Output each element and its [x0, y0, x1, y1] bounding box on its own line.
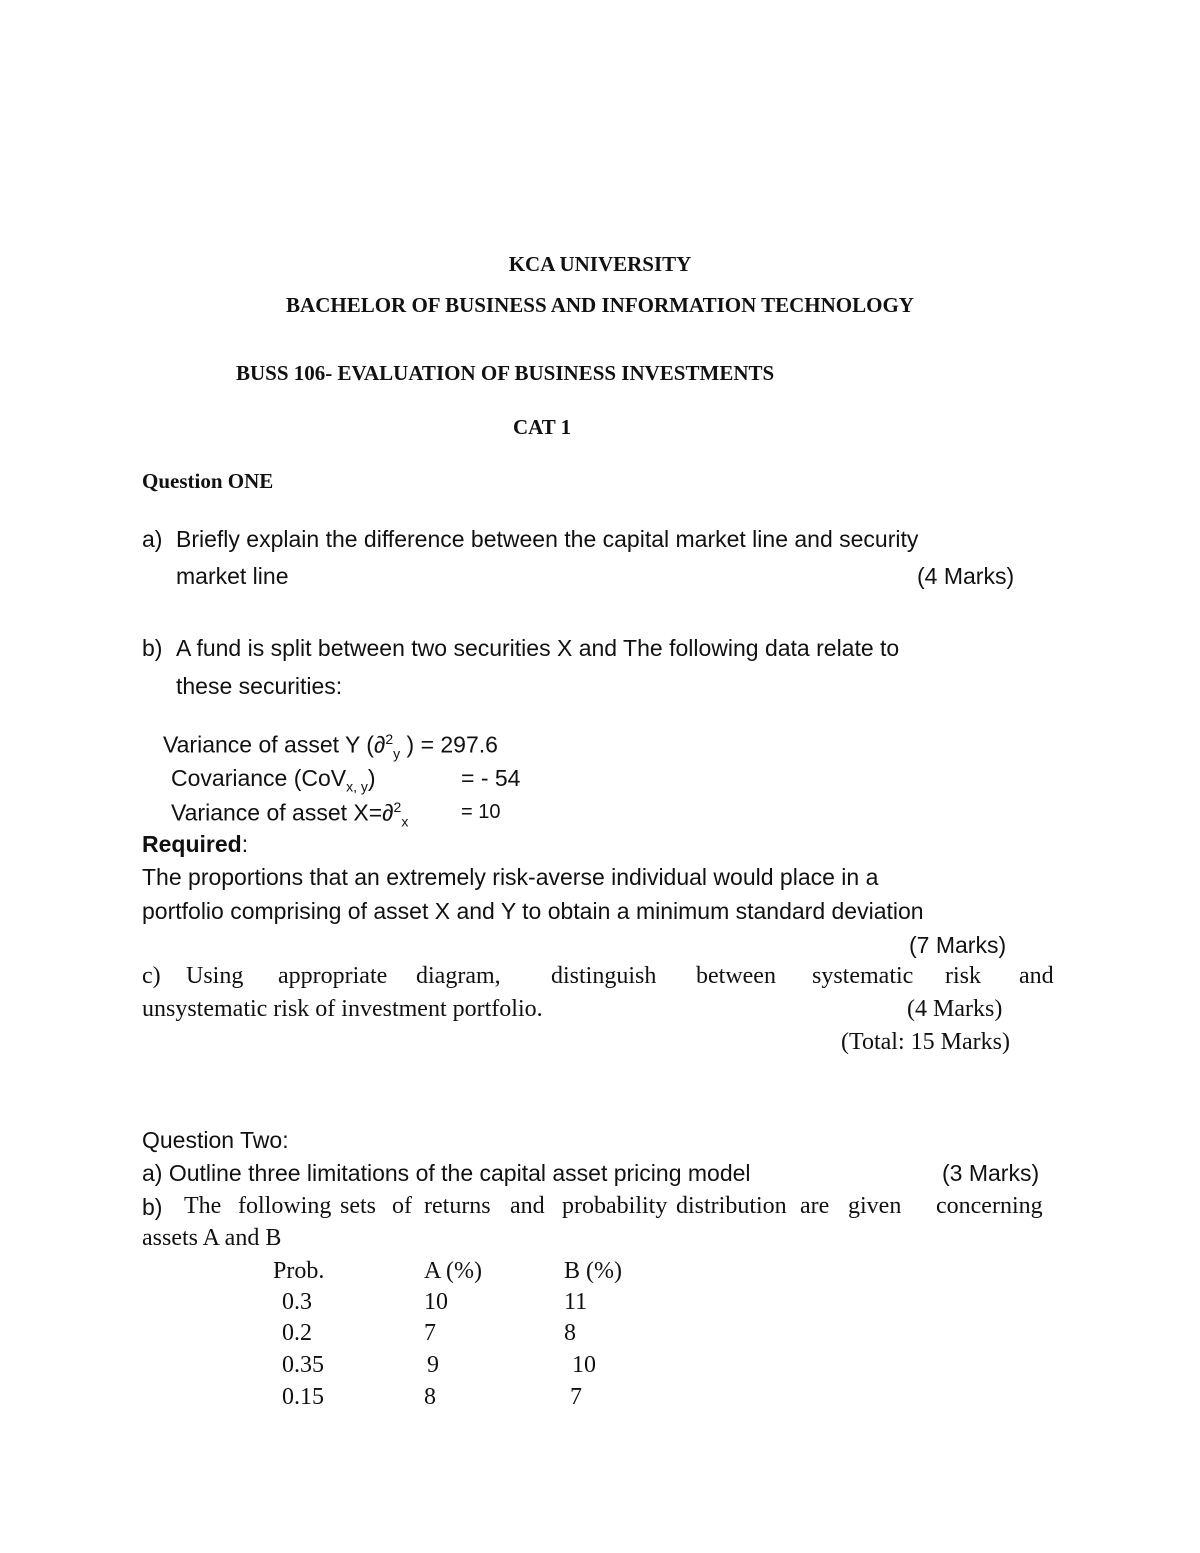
q2b-word: of [392, 1193, 412, 1219]
table-cell: 0.35 [282, 1352, 324, 1378]
q1c-word: appropriate [278, 963, 388, 989]
covariance-value: = - 54 [461, 765, 521, 791]
variance-x-value: = 10 [461, 801, 501, 823]
q1c-word: risk [945, 963, 981, 989]
q2b-line2: assets A and B [142, 1225, 282, 1251]
q1-total: (Total: 15 Marks) [841, 1029, 1010, 1055]
q1c-marks: (4 Marks) [907, 996, 1003, 1022]
table-header-b: B (%) [564, 1258, 622, 1284]
question-one-title: Question ONE [142, 469, 274, 493]
q1a-line1: Briefly explain the difference between the capital market line and security [176, 526, 919, 552]
variance-x-sup: 2 [393, 799, 402, 815]
table-cell: 9 [427, 1352, 439, 1378]
required-line1: The proportions that an extremely risk-averse individual would place in a [142, 864, 879, 890]
variance-y-sup: 2 [385, 731, 394, 747]
q2b-word: concerning [936, 1193, 1043, 1219]
question-two-title: Question Two: [142, 1127, 289, 1153]
q2b-word: given [848, 1193, 902, 1219]
q1a-line2: market line [176, 563, 289, 589]
variance-y-value: ) = 297.6 [400, 731, 498, 758]
covariance-close: ) [367, 765, 376, 791]
exam-title: CAT 1 [513, 415, 572, 439]
q2b-word: distribution [676, 1193, 787, 1219]
q1b-line2: these securities: [176, 673, 343, 699]
required-line2: portfolio comprising of asset X and Y to obtain a minimum standard deviation [142, 898, 924, 924]
q2b-word: sets [340, 1193, 376, 1219]
covariance-line [171, 765, 376, 795]
q2a-text: a) Outline three limitations of the capital asset pricing model [142, 1160, 751, 1186]
variance-x-sub: x [401, 813, 409, 830]
q2b-word: probability [562, 1193, 668, 1219]
table-cell: 0.2 [282, 1320, 312, 1346]
variance-y-text: Variance of asset Y (∂ [163, 731, 386, 758]
variance-x-line [171, 799, 408, 829]
table-cell: 10 [424, 1289, 448, 1315]
q1c-line2: unsystematic risk of investment portfolio. [142, 996, 543, 1022]
q1a-marks: (4 Marks) [917, 563, 1015, 589]
table-cell: 0.3 [282, 1289, 312, 1315]
q1b-marks: (7 Marks) [909, 932, 1007, 958]
q1c-word: Using [186, 963, 244, 989]
table-cell: 11 [564, 1289, 588, 1315]
table-cell: 7 [570, 1384, 582, 1410]
q2b-word: The [184, 1193, 222, 1219]
q2b-word: returns [424, 1193, 491, 1219]
q1a-label: a) [142, 526, 163, 552]
q1c-word: diagram, [416, 963, 501, 989]
table-cell: 8 [424, 1384, 436, 1410]
q2b-word: are [800, 1193, 830, 1219]
q1c-label: c) [142, 963, 161, 989]
q1c-word: distinguish [551, 963, 657, 989]
table-cell: 8 [564, 1320, 576, 1346]
q2b-word: b) [142, 1194, 163, 1220]
required-colon: : [241, 831, 249, 857]
q2a-marks: (3 Marks) [942, 1160, 1040, 1186]
programme-title: BACHELOR OF BUSINESS AND INFORMATION TECHNOLOGY [286, 293, 914, 317]
q1c-word: systematic [812, 963, 914, 989]
table-cell: 7 [424, 1320, 436, 1346]
covariance-text: Covariance (CoV [171, 765, 347, 791]
variance-x-text: Variance of asset X=∂ [171, 799, 394, 826]
variance-y-sub: y [393, 745, 401, 762]
variance-y-line [163, 731, 498, 761]
q1b-line1: A fund is split between two securities X and The following data relate to [176, 635, 900, 661]
university-title: KCA UNIVERSITY [508, 252, 692, 276]
covariance-sub: x, y [346, 778, 368, 795]
q2b-word: following [238, 1193, 332, 1219]
table-header-prob: Prob. [273, 1258, 325, 1284]
table-cell: 10 [572, 1352, 596, 1378]
q1c-word: between [696, 963, 776, 989]
required-label: Required [142, 831, 242, 857]
q1c-word: and [1019, 963, 1054, 989]
table-cell: 0.15 [282, 1384, 324, 1410]
course-title: BUSS 106- EVALUATION OF BUSINESS INVESTMENTS [236, 361, 775, 385]
q1b-label: b) [142, 635, 163, 661]
required-heading [142, 831, 248, 858]
table-header-a: A (%) [424, 1258, 482, 1284]
q2b-word: and [510, 1193, 545, 1219]
